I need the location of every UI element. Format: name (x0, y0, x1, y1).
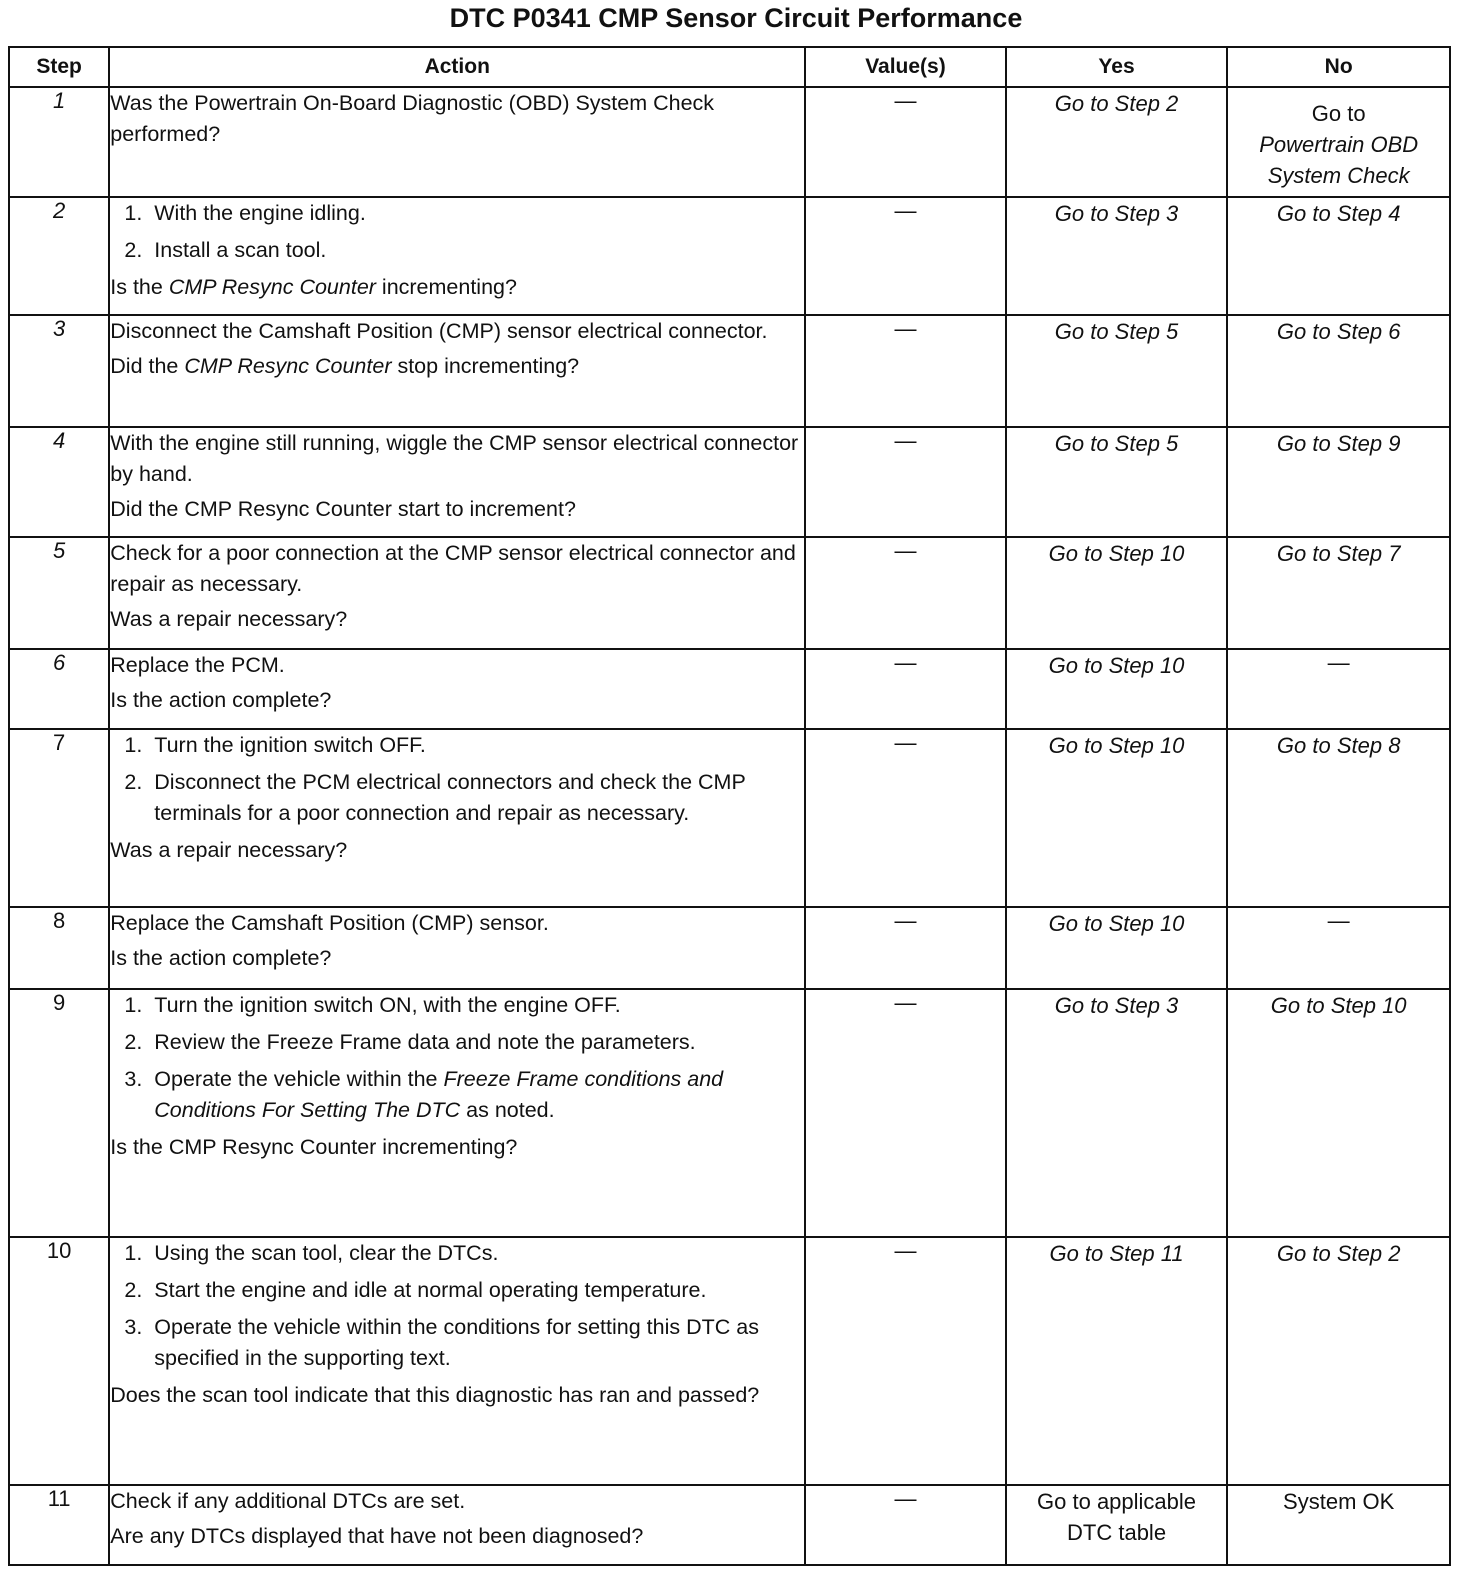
no-cell: Go to Step 8 (1227, 729, 1450, 907)
yes-cell: Go to Step 10 (1006, 649, 1228, 729)
header-step: Step (9, 47, 109, 87)
action-step: 3. Operate the vehicle within the conditions for setting this DTC as specified in the supporting text. (148, 1312, 804, 1374)
action-cell (109, 315, 805, 427)
step-number: 6 (9, 649, 109, 729)
value-cell: — (805, 315, 1006, 427)
no-cell (1227, 87, 1450, 197)
step-number: 10 (9, 1237, 109, 1485)
page-title: DTC P0341 CMP Sensor Circuit Performance (449, 3, 1023, 33)
question-text: Did the (110, 354, 185, 378)
value-cell: — (805, 729, 1006, 907)
action-step: 1. Turn the ignition switch OFF. (148, 730, 804, 761)
step-number: 7 (9, 729, 109, 907)
value-cell: — (805, 197, 1006, 315)
yes-cell: Go to Step 11 (1006, 1237, 1228, 1485)
yes-cell: Go to applicable DTC table (1006, 1485, 1228, 1565)
question-emphasis: CMP Resync Counter (184, 354, 392, 378)
action-text: Was the Powertrain On-Board Diagnostic (OBD) System Check performed? (110, 91, 715, 146)
action-step: 1. Turn the ignition switch ON, with the engine OFF. (148, 990, 804, 1021)
action-question (110, 351, 804, 382)
value-cell: — (805, 87, 1006, 197)
action-cell (109, 427, 805, 537)
action-step: 2. Install a scan tool. (148, 235, 804, 266)
step-number: 8 (9, 907, 109, 989)
table-row (9, 729, 1450, 907)
step-number: 3 (9, 315, 109, 427)
action-cell (109, 1237, 805, 1485)
step-text: Operate the vehicle within the (154, 1067, 444, 1091)
no-cell: Go to Step 2 (1227, 1237, 1450, 1485)
no-cell: Go to Step 9 (1227, 427, 1450, 537)
action-cell (109, 537, 805, 649)
action-question: Was a repair necessary? (110, 838, 348, 862)
action-step: 1. With the engine idling. (148, 198, 804, 229)
no-cell: Go to Step 4 (1227, 197, 1450, 315)
action-text: Check for a poor connection at the CMP sensor electrical connector and repair as necessary. (110, 541, 796, 596)
header-no: No (1227, 47, 1450, 87)
yes-cell: Go to Step 10 (1006, 907, 1228, 989)
header-values: Value(s) (805, 47, 1006, 87)
table-row (9, 537, 1450, 649)
action-question: Is the action complete? (110, 688, 332, 712)
yes-cell: Go to Step 3 (1006, 989, 1228, 1237)
header-row (9, 47, 1450, 87)
action-cell (109, 729, 805, 907)
question-text: incrementing? (375, 275, 517, 299)
yes-cell: Go to Step 5 (1006, 315, 1228, 427)
yes-cell: Go to Step 2 (1006, 87, 1228, 197)
yes-cell: Go to Step 10 (1006, 537, 1228, 649)
no-cell: System OK (1227, 1485, 1450, 1565)
step-emphasis: Freeze Frame conditions and Conditions For Setting The DTC (154, 1067, 724, 1122)
value-cell: — (805, 537, 1006, 649)
value-cell: — (805, 427, 1006, 537)
step-number: 2 (9, 197, 109, 315)
header-action: Action (109, 47, 805, 87)
table-row (9, 315, 1450, 427)
action-question: Does the scan tool indicate that this diagnostic has ran and passed? (110, 1383, 760, 1407)
action-text: Check if any additional DTCs are set. (110, 1489, 466, 1513)
step-number: 1 (9, 87, 109, 197)
value-cell: — (805, 649, 1006, 729)
goto-lead-text: Go to (1311, 100, 1366, 126)
step-text: as noted. (460, 1098, 555, 1122)
action-question: Was a repair necessary? (110, 607, 348, 631)
action-text: Replace the PCM. (110, 653, 285, 677)
no-cell: — (1227, 649, 1450, 729)
action-cell (109, 989, 805, 1237)
action-text: Replace the Camshaft Position (CMP) sensor. (110, 911, 549, 935)
table-row (9, 1237, 1450, 1485)
action-question: Did the CMP Resync Counter start to increment? (110, 497, 576, 521)
goto-target-text: Powertrain OBD System Check (1259, 131, 1419, 188)
table-row (9, 907, 1450, 989)
action-step: 2. Review the Freeze Frame data and note the parameters. (148, 1027, 804, 1058)
action-question: Is the action complete? (110, 946, 332, 970)
no-cell: Go to Step 7 (1227, 537, 1450, 649)
no-cell: Go to Step 6 (1227, 315, 1450, 427)
action-text: With the engine still running, wiggle the CMP sensor electrical connector by hand. (110, 431, 799, 486)
action-cell (109, 87, 805, 197)
header-yes: Yes (1006, 47, 1228, 87)
step-number: 5 (9, 537, 109, 649)
action-question (110, 272, 804, 303)
no-cell: Go to Step 10 (1227, 989, 1450, 1237)
yes-cell: Go to Step 5 (1006, 427, 1228, 537)
action-text: Disconnect the Camshaft Position (CMP) sensor electrical connector. (110, 319, 768, 343)
action-steps (110, 730, 804, 829)
step-number: 9 (9, 989, 109, 1237)
yes-cell: Go to Step 3 (1006, 197, 1228, 315)
table-row (9, 649, 1450, 729)
action-cell (109, 649, 805, 729)
action-steps (110, 198, 804, 266)
value-cell: — (805, 1237, 1006, 1485)
action-question: Are any DTCs displayed that have not been diagnosed? (110, 1524, 644, 1548)
question-text: stop incrementing? (391, 354, 580, 378)
table-row (9, 87, 1450, 197)
table-row (9, 1485, 1450, 1565)
yes-cell: Go to Step 10 (1006, 729, 1228, 907)
value-cell: — (805, 1485, 1006, 1565)
action-step: 1. Using the scan tool, clear the DTCs. (148, 1238, 804, 1269)
value-cell: — (805, 907, 1006, 989)
action-step: 2. Disconnect the PCM electrical connectors and check the CMP terminals for a poor connection and repair as necessary. (148, 767, 804, 829)
action-step (148, 1064, 804, 1126)
action-step: 2. Start the engine and idle at normal operating temperature. (148, 1275, 804, 1306)
action-question: Is the CMP Resync Counter incrementing? (110, 1135, 518, 1159)
table-row (9, 427, 1450, 537)
question-emphasis: CMP Resync Counter (168, 275, 376, 299)
action-cell (109, 907, 805, 989)
step-number: 11 (9, 1485, 109, 1565)
action-steps (110, 990, 804, 1126)
action-cell (109, 197, 805, 315)
table-row (9, 197, 1450, 315)
action-steps (110, 1238, 804, 1374)
value-cell: — (805, 989, 1006, 1237)
step-number: 4 (9, 427, 109, 537)
no-cell: — (1227, 907, 1450, 989)
action-cell (109, 1485, 805, 1565)
table-row (9, 989, 1450, 1237)
question-text: Is the (110, 275, 169, 299)
diagnostic-table (8, 46, 1451, 1566)
